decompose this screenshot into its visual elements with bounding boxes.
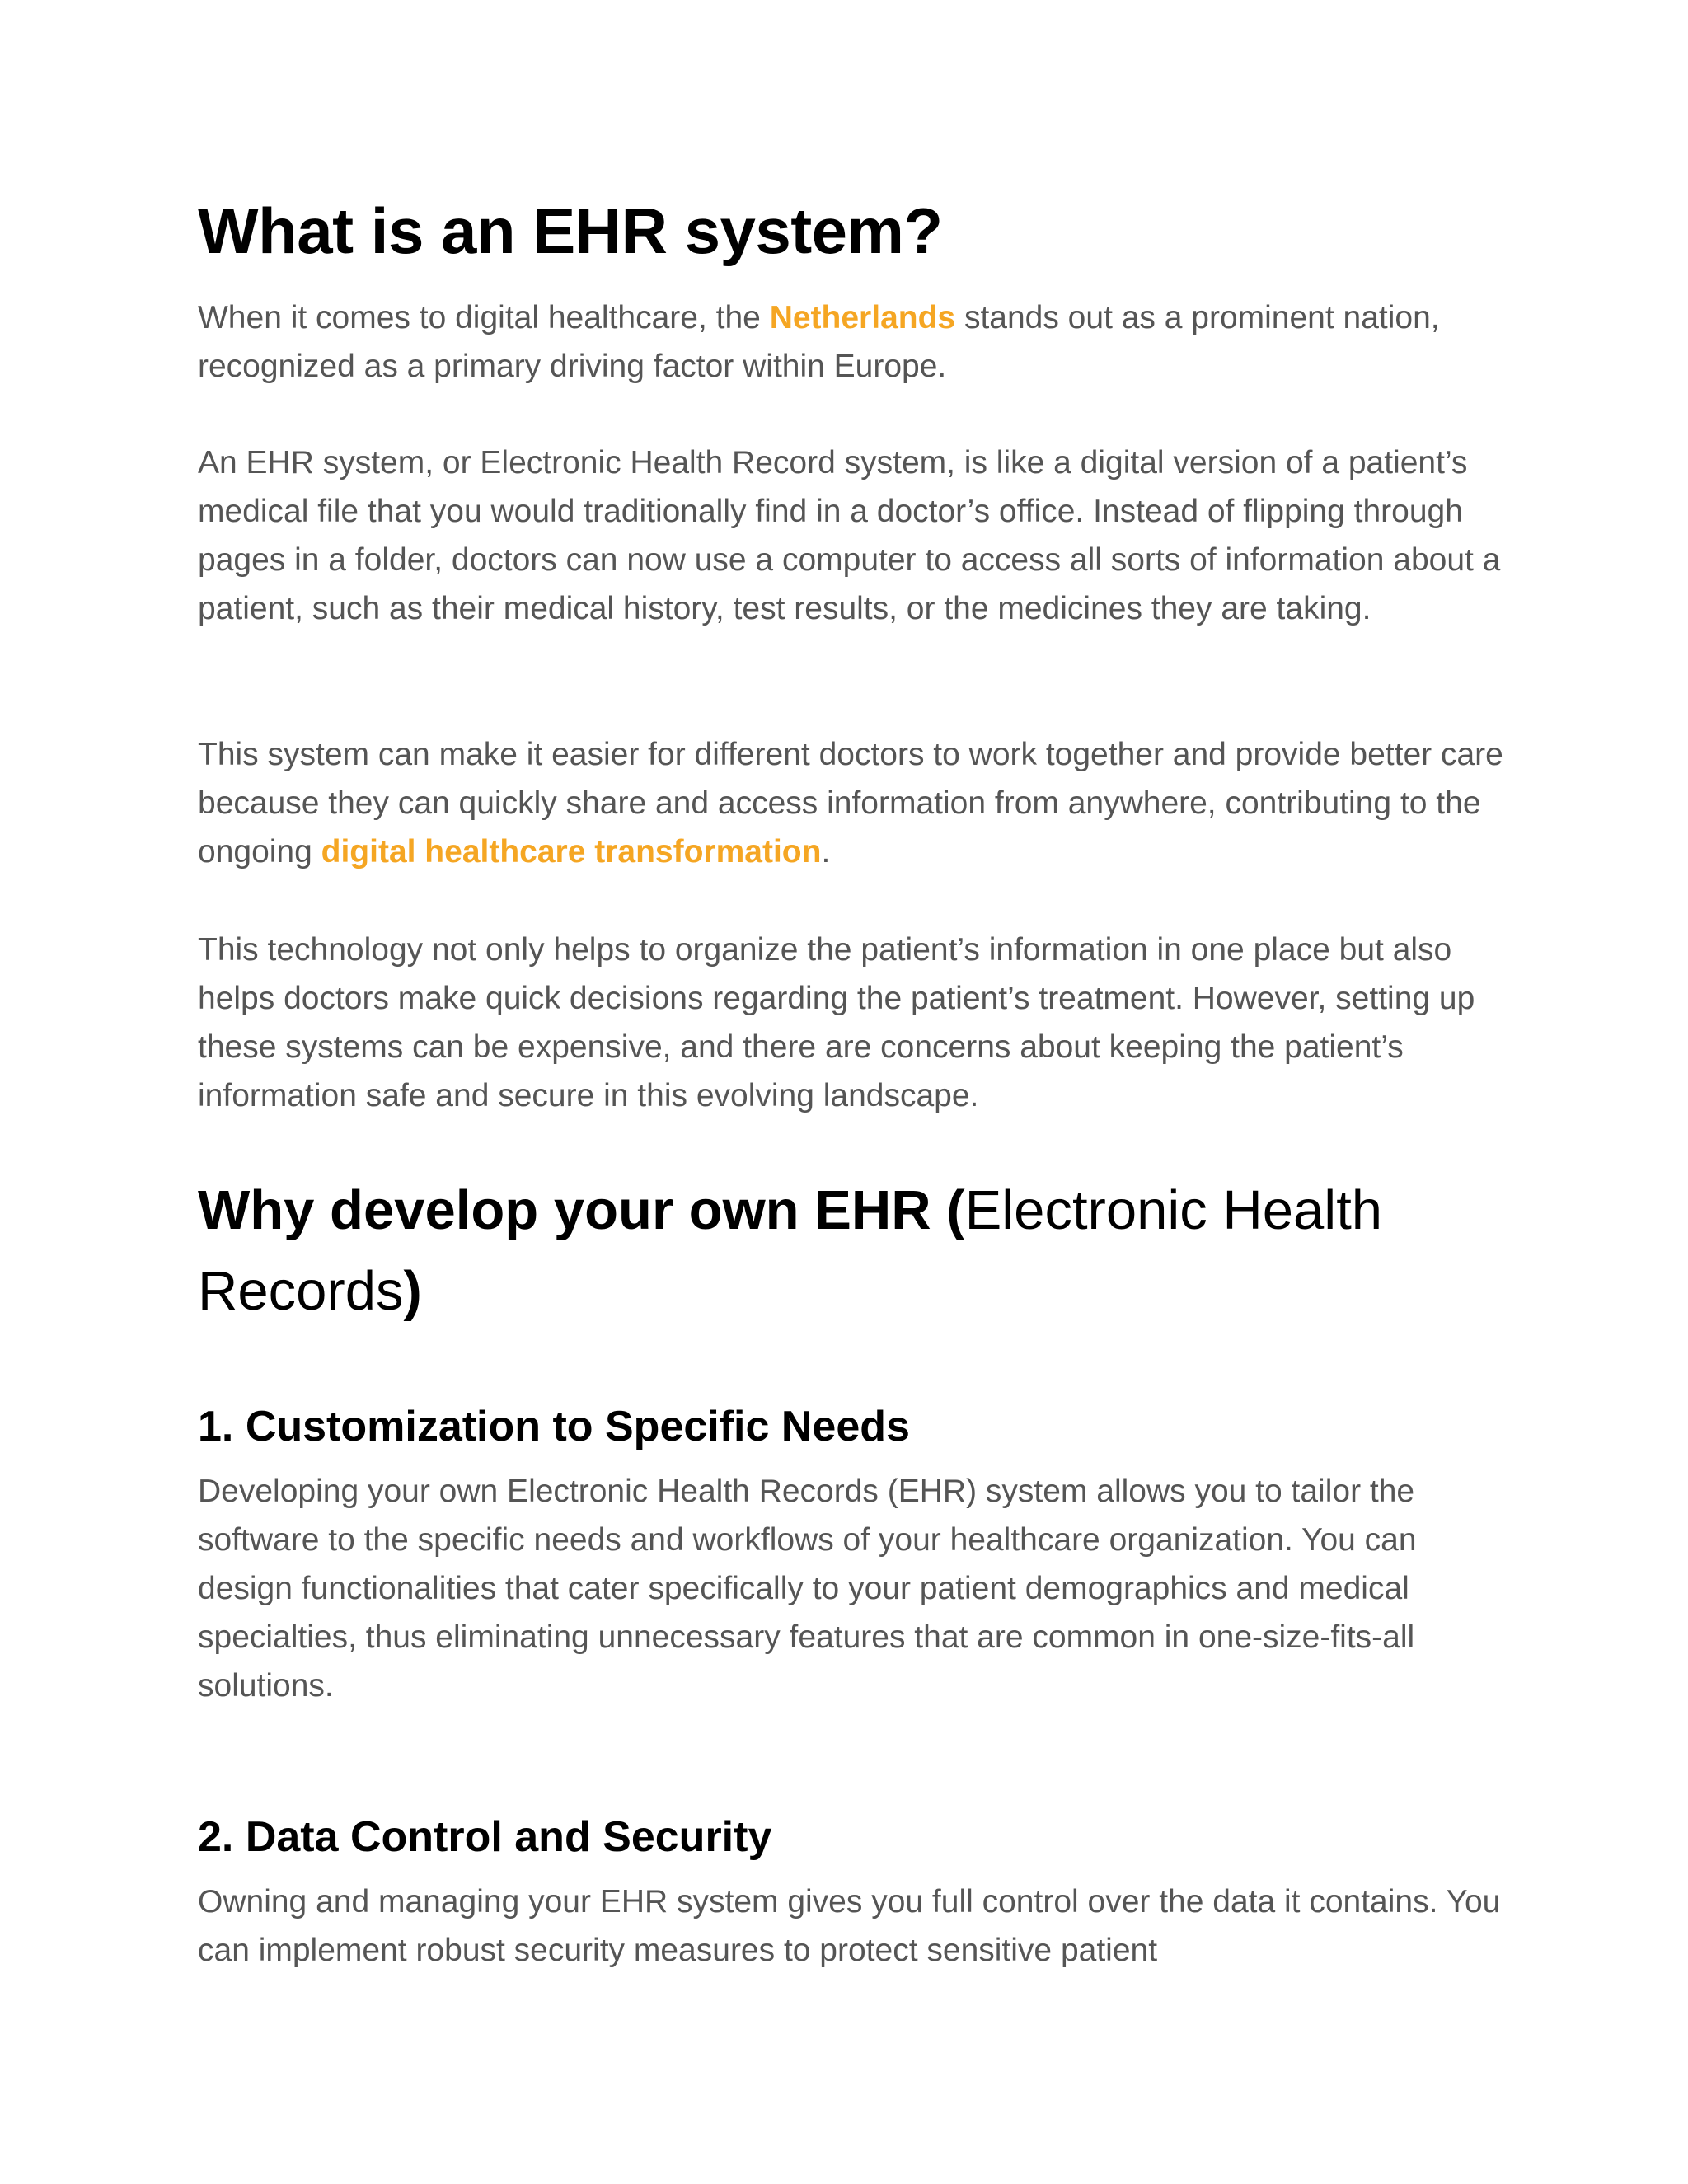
collaboration-paragraph [198,730,1508,876]
collaboration-text-before: This system can make it easier for different doctors to work together and provide better care because they can quickly share and access information from anywhere, contributing to the ongoing [198,737,1503,869]
data-control-paragraph: Owning and managing your EHR system gives you full control over the data it contains. You can implement robust security measures to protect sensitive patient [198,1884,1501,1968]
customization-paragraph: Developing your own Electronic Health Records (EHR) system allows you to tailor the software to the specific needs and workflows of your healthcare organization. You can design functionalities that cater specifically to your patient demographics and medical specialties, thus eliminating unnecessary features that are common in one-size-fits-all solutions. [198,1474,1417,1704]
page-title: What is an EHR system? [198,194,943,267]
subheading-data-control: 2. Data Control and Security [198,1813,772,1861]
netherlands-link[interactable]: Netherlands [769,300,956,335]
technology-paragraph: This technology not only helps to organize the patient’s information in one place but also helps doctors make quick decisions regarding the patient’s treatment. However, setting up these systems can be expensive, and there are concerns about keeping the patient’s information safe and secure in this evolving landscape. [198,932,1475,1113]
digital-transformation-link[interactable]: digital healthcare transformation [321,834,822,869]
section-heading-why-develop [198,1170,1508,1332]
subheading-customization: 1. Customization to Specific Needs [198,1403,910,1451]
intro-paragraph [198,293,1508,391]
heading-bold-end: ) [403,1260,422,1322]
heading-bold-start: Why develop your own EHR ( [198,1179,965,1241]
ehr-definition-paragraph: An EHR system, or Electronic Health Record system, is like a digital version of a patient’s medical file that you would traditionally find in a doctor’s office. Instead of flipping through pages in a folder, doctors can now use a computer to access all sorts of information about a patient, such as their medical history, test results, or the medicines they are taking. [198,445,1501,626]
collaboration-text-after: . [821,834,831,869]
intro-text-before: When it comes to digital healthcare, the [198,300,770,335]
heading-light: Electronic Health Records [198,1179,1383,1322]
intro-text-after: stands out as a prominent nation, recognized as a primary driving factor within Europe. [198,300,1440,384]
